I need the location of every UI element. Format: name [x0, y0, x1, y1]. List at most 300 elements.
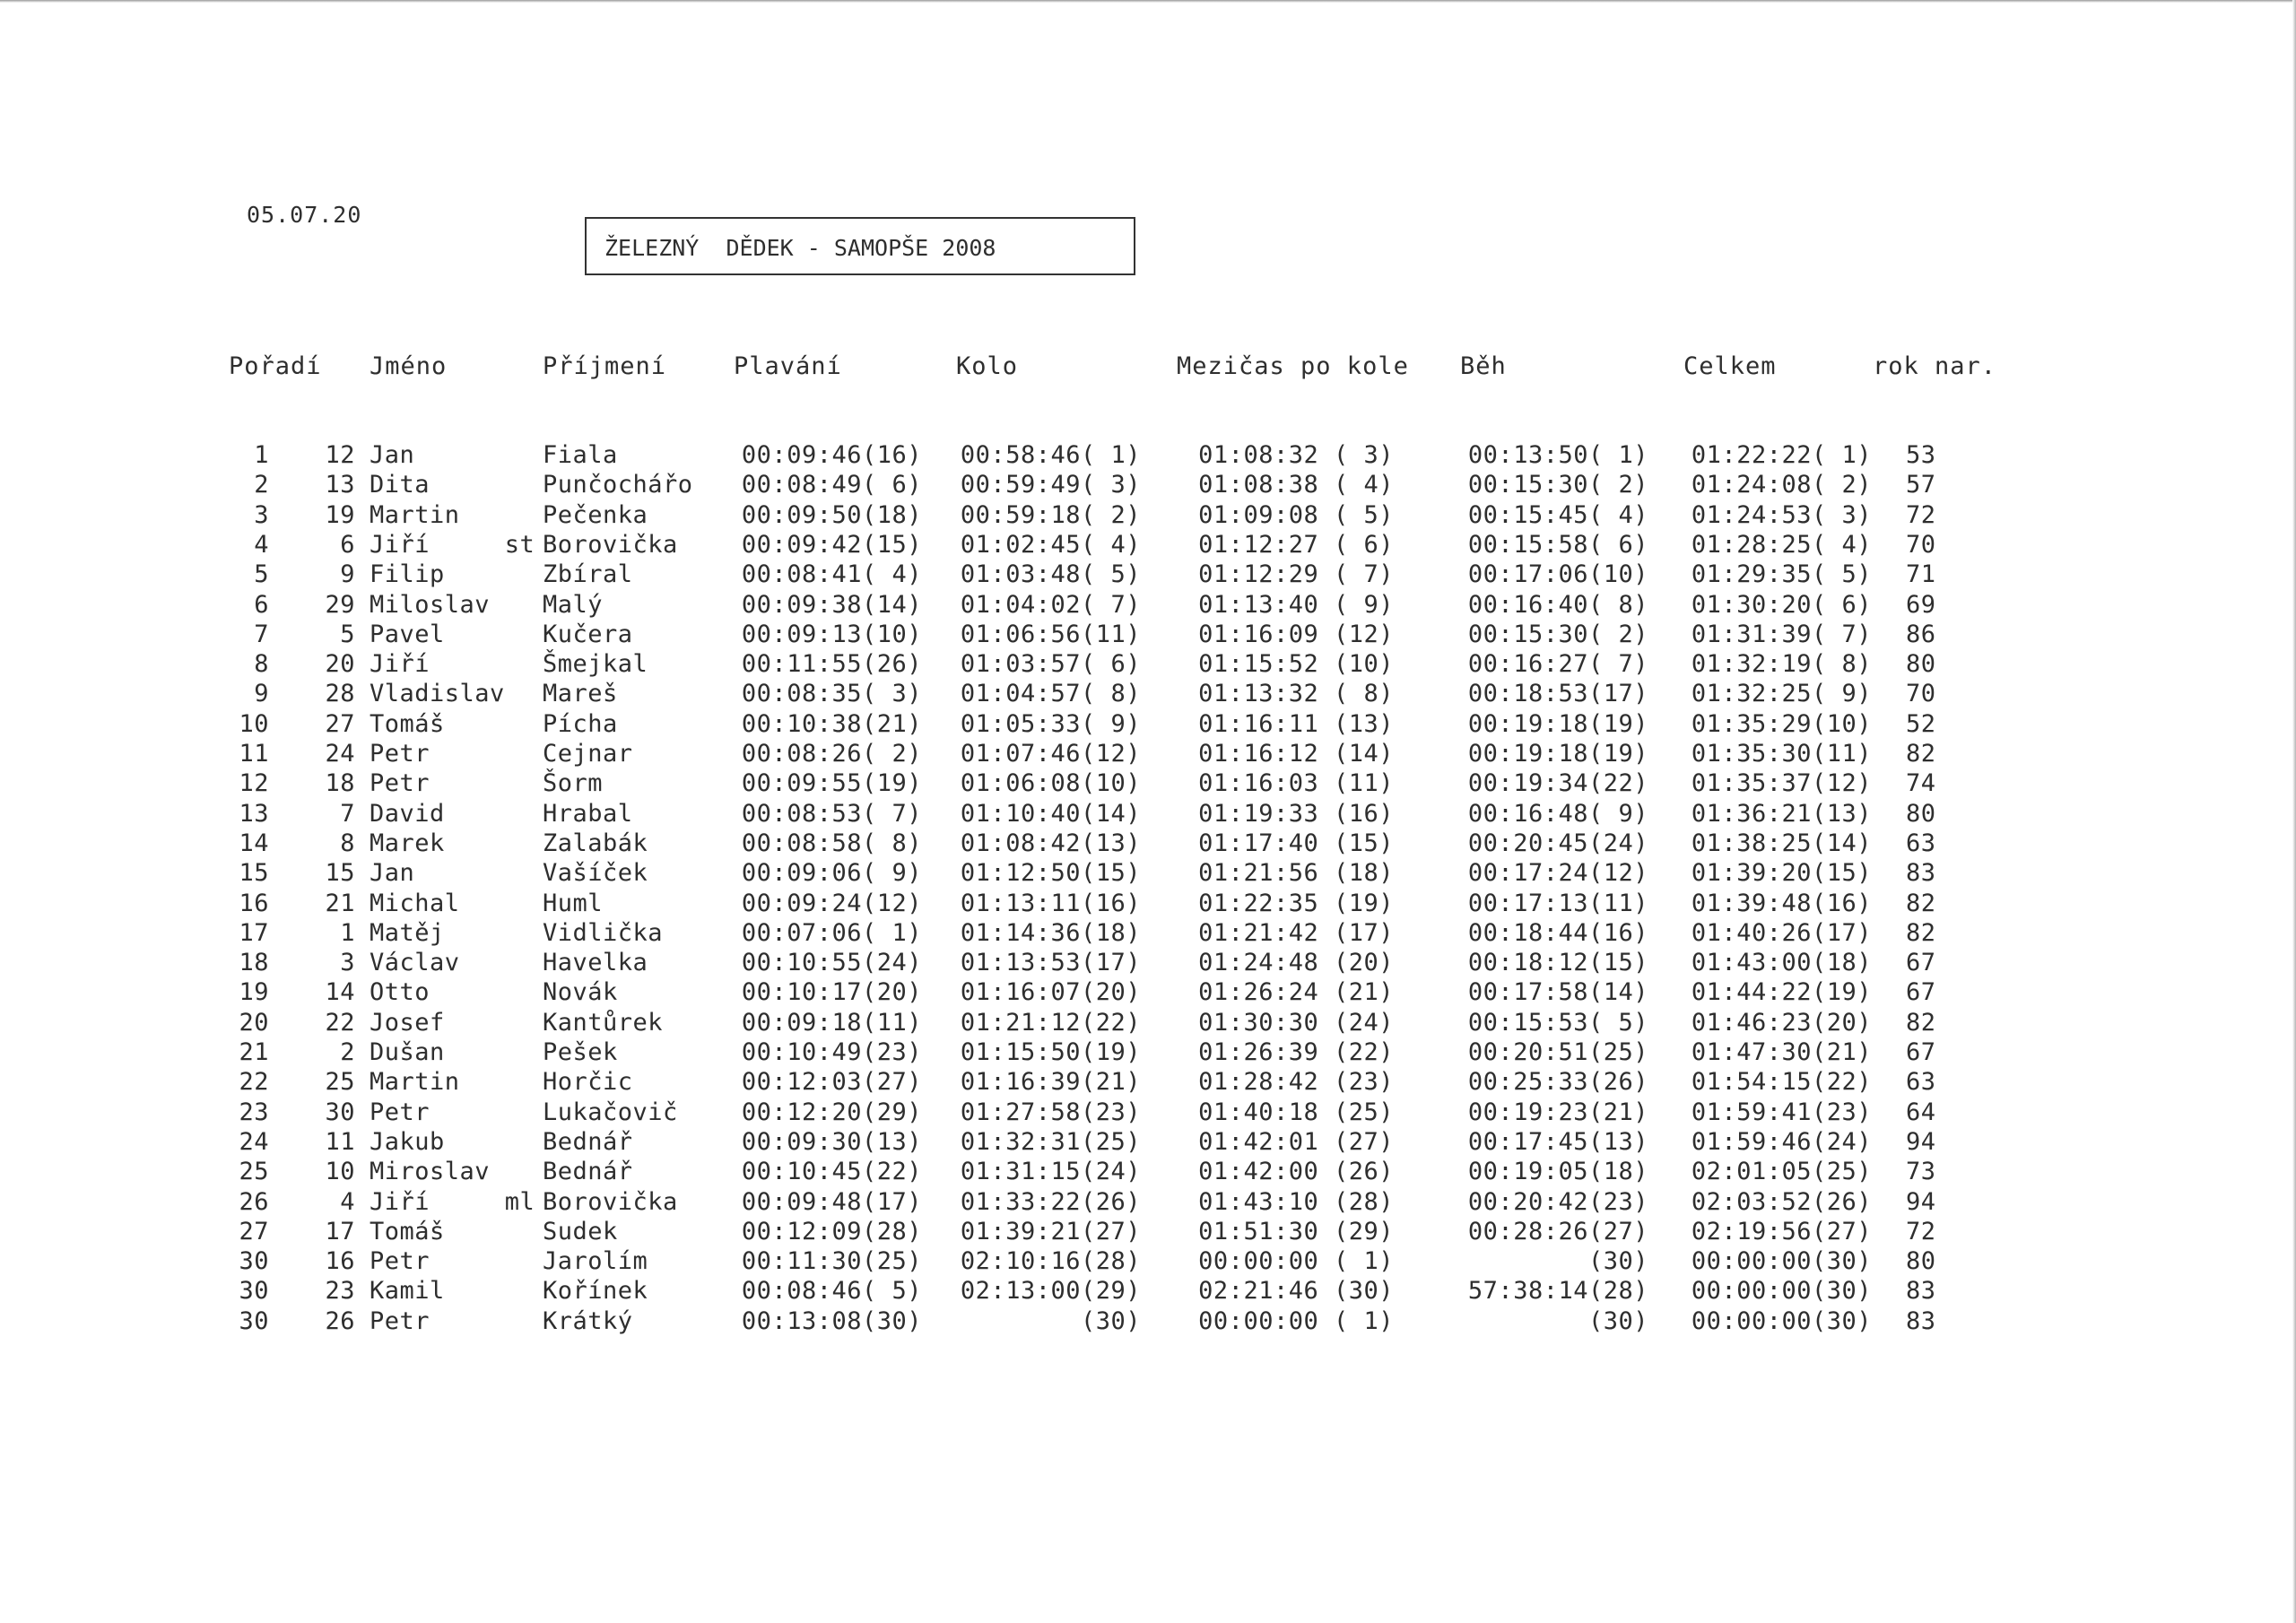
cell-mezicas: 01:13:32 ( 8) [1198, 680, 1394, 708]
cell-prijmeni: Fiala [543, 441, 618, 469]
cell-cislo: 6 [340, 530, 355, 559]
cell-celkem: 01:47:30(21) [1691, 1038, 1872, 1066]
cell-prijmeni: Vidlička [543, 918, 664, 947]
cell-beh: 00:17:06(10) [1467, 560, 1648, 589]
cell-kolo: 02:10:16(28) [960, 1247, 1141, 1276]
cell-mezicas: 01:16:11 (13) [1198, 709, 1394, 738]
cell-beh: 00:17:24(12) [1467, 859, 1648, 888]
cell-plavani: 00:11:55(26) [741, 650, 922, 679]
cell-kolo: 01:05:33( 9) [960, 709, 1141, 738]
cell-cislo: 7 [340, 799, 355, 828]
header-kolo: Kolo [956, 352, 1019, 380]
cell-rok: 57 [1906, 471, 1936, 499]
cell-poradi: 30 [239, 1247, 269, 1276]
cell-celkem: 01:36:21(13) [1691, 799, 1872, 828]
cell-beh: 00:20:45(24) [1467, 829, 1648, 857]
cell-kolo: 01:13:11(16) [960, 889, 1141, 917]
cell-mezicas: 01:22:35 (19) [1198, 889, 1394, 917]
cell-jmeno: Matěj [370, 918, 445, 947]
page-title: ŽELEZNÝ DĚDEK - SAMOPŠE 2008 [585, 217, 1135, 275]
cell-cislo: 4 [340, 1187, 355, 1216]
cell-jmeno: Kamil [370, 1277, 445, 1306]
cell-rok: 80 [1906, 1247, 1936, 1276]
cell-poradi: 10 [239, 709, 269, 738]
cell-kolo: 01:06:56(11) [960, 620, 1141, 648]
cell-beh: 00:18:53(17) [1467, 680, 1648, 708]
cell-prijmeni: Hrabal [543, 799, 633, 828]
cell-poradi: 3 [254, 500, 269, 529]
cell-plavani: 00:08:49( 6) [741, 471, 922, 499]
cell-kolo: 01:12:50(15) [960, 859, 1141, 888]
cell-cislo: 24 [325, 740, 355, 768]
cell-poradi: 30 [239, 1306, 269, 1335]
cell-poradi: 27 [239, 1217, 269, 1245]
cell-celkem: 01:44:22(19) [1691, 978, 1872, 1007]
cell-rok: 83 [1906, 1277, 1936, 1306]
cell-rok: 83 [1906, 1306, 1936, 1335]
cell-plavani: 00:08:41( 4) [741, 560, 922, 589]
cell-beh: 00:15:53( 5) [1467, 1008, 1648, 1037]
cell-mezicas: 01:21:56 (18) [1198, 859, 1394, 888]
cell-cislo: 16 [325, 1247, 355, 1276]
cell-cislo: 21 [325, 889, 355, 917]
cell-jmeno: Filip [370, 560, 445, 589]
cell-cislo: 12 [325, 441, 355, 469]
cell-cislo: 14 [325, 978, 355, 1007]
cell-kolo: 01:02:45( 4) [960, 530, 1141, 559]
cell-kolo: 01:33:22(26) [960, 1187, 1141, 1216]
cell-jmeno: Dita [370, 471, 430, 499]
cell-kolo: 01:31:15(24) [960, 1158, 1141, 1186]
cell-poradi: 30 [239, 1277, 269, 1306]
cell-mezicas: 01:12:27 ( 6) [1198, 530, 1394, 559]
cell-prijmeni: Sudek [543, 1217, 618, 1245]
cell-plavani: 00:10:38(21) [741, 709, 922, 738]
cell-mezicas: 01:12:29 ( 7) [1198, 560, 1394, 589]
cell-poradi: 9 [254, 680, 269, 708]
cell-plavani: 00:10:17(20) [741, 978, 922, 1007]
cell-beh: 00:18:12(15) [1467, 949, 1648, 977]
cell-plavani: 00:09:38(14) [741, 590, 922, 619]
cell-prijmeni: Kořínek [543, 1277, 648, 1306]
cell-rok: 64 [1906, 1098, 1936, 1126]
cell-jmeno: Tomáš [370, 1217, 445, 1245]
cell-rok: 70 [1906, 680, 1936, 708]
cell-celkem: 01:59:41(23) [1691, 1098, 1872, 1126]
cell-mezicas: 01:16:09 (12) [1198, 620, 1394, 648]
cell-jmeno: Petr [370, 1247, 430, 1276]
cell-kolo: 01:06:08(10) [960, 769, 1141, 798]
cell-jmeno: Marek [370, 829, 445, 857]
cell-plavani: 00:13:08(30) [741, 1306, 922, 1335]
cell-beh: (30) [1587, 1247, 1648, 1276]
cell-rok: 80 [1906, 799, 1936, 828]
cell-celkem: 02:01:05(25) [1691, 1158, 1872, 1186]
cell-rok: 67 [1906, 978, 1936, 1007]
cell-jmeno: Otto [370, 978, 430, 1007]
cell-cislo: 26 [325, 1306, 355, 1335]
cell-rok: 63 [1906, 829, 1936, 857]
cell-celkem: 00:00:00(30) [1691, 1277, 1872, 1306]
cell-plavani: 00:09:18(11) [741, 1008, 922, 1037]
cell-celkem: 01:39:20(15) [1691, 859, 1872, 888]
cell-mezicas: 00:00:00 ( 1) [1198, 1247, 1394, 1276]
cell-plavani: 00:11:30(25) [741, 1247, 922, 1276]
cell-poradi: 8 [254, 650, 269, 679]
header-poradi: Pořadí [229, 352, 322, 380]
cell-poradi: 23 [239, 1098, 269, 1126]
cell-mezicas: 01:24:48 (20) [1198, 949, 1394, 977]
cell-prijmeni: Zbíral [543, 560, 633, 589]
cell-mezicas: 01:08:32 ( 3) [1198, 441, 1394, 469]
cell-jmeno: Jiří [370, 650, 430, 679]
cell-prijmeni: Malý [543, 590, 604, 619]
cell-plavani: 00:10:49(23) [741, 1038, 922, 1066]
cell-prijmeni: Bednář [543, 1127, 633, 1156]
cell-poradi: 24 [239, 1127, 269, 1156]
cell-prijmeni: Borovička [543, 1187, 678, 1216]
cell-cislo: 5 [340, 620, 355, 648]
cell-kolo: 01:04:57( 8) [960, 680, 1141, 708]
cell-rok: 52 [1906, 709, 1936, 738]
cell-cislo: 1 [340, 918, 355, 947]
cell-celkem: 01:39:48(16) [1691, 889, 1872, 917]
cell-jmeno: Martin [370, 500, 460, 529]
cell-celkem: 01:24:53( 3) [1691, 500, 1872, 529]
cell-poradi: 18 [239, 949, 269, 977]
cell-cislo: 22 [325, 1008, 355, 1037]
cell-kolo: 01:39:21(27) [960, 1217, 1141, 1245]
cell-kolo: 01:04:02( 7) [960, 590, 1141, 619]
cell-cislo: 13 [325, 471, 355, 499]
cell-mezicas: 01:17:40 (15) [1198, 829, 1394, 857]
cell-plavani: 00:09:24(12) [741, 889, 922, 917]
cell-cislo: 10 [325, 1158, 355, 1186]
cell-rok: 94 [1906, 1187, 1936, 1216]
cell-poradi: 11 [239, 740, 269, 768]
cell-mezicas: 01:15:52 (10) [1198, 650, 1394, 679]
cell-beh: (30) [1587, 1306, 1648, 1335]
cell-celkem: 01:31:39( 7) [1691, 620, 1872, 648]
cell-poradi: 6 [254, 590, 269, 619]
scan-edge-right [2292, 0, 2296, 1623]
cell-jmeno: Dušan [370, 1038, 445, 1066]
header-celkem: Celkem [1683, 352, 1777, 380]
cell-plavani: 00:09:46(16) [741, 441, 922, 469]
cell-jmeno: Tomáš [370, 709, 445, 738]
cell-prijmeni: Pešek [543, 1038, 618, 1066]
cell-beh: 00:16:27( 7) [1467, 650, 1648, 679]
cell-beh: 00:15:30( 2) [1467, 471, 1648, 499]
cell-jmeno: Petr [370, 1098, 430, 1126]
cell-cislo: 28 [325, 680, 355, 708]
cell-celkem: 01:35:37(12) [1691, 769, 1872, 798]
cell-jmeno: Miroslav [370, 1158, 491, 1186]
cell-poradi: 22 [239, 1068, 269, 1097]
cell-beh: 00:19:34(22) [1467, 769, 1648, 798]
cell-prijmeni: Šorm [543, 769, 604, 798]
cell-jmeno: Petr [370, 740, 430, 768]
cell-rok: 70 [1906, 530, 1936, 559]
cell-mezicas: 01:43:10 (28) [1198, 1187, 1394, 1216]
cell-cislo: 17 [325, 1217, 355, 1245]
cell-mezicas: 01:42:00 (26) [1198, 1158, 1394, 1186]
cell-mezicas: 01:08:38 ( 4) [1198, 471, 1394, 499]
cell-cislo: 18 [325, 769, 355, 798]
cell-mezicas: 01:16:12 (14) [1198, 740, 1394, 768]
cell-mezicas: 01:19:33 (16) [1198, 799, 1394, 828]
cell-rok: 82 [1906, 740, 1936, 768]
cell-beh: 00:19:18(19) [1467, 740, 1648, 768]
cell-plavani: 00:09:06( 9) [741, 859, 922, 888]
cell-poradi: 17 [239, 918, 269, 947]
cell-beh: 57:38:14(28) [1467, 1277, 1648, 1306]
cell-prijmeni: Krátký [543, 1306, 633, 1335]
cell-celkem: 01:35:30(11) [1691, 740, 1872, 768]
cell-beh: 00:17:13(11) [1467, 889, 1648, 917]
cell-kolo: 01:27:58(23) [960, 1098, 1141, 1126]
cell-celkem: 01:24:08( 2) [1691, 471, 1872, 499]
cell-prijmeni: Huml [543, 889, 604, 917]
cell-prijmeni: Horčic [543, 1068, 633, 1097]
cell-celkem: 01:28:25( 4) [1691, 530, 1872, 559]
cell-kolo: 01:10:40(14) [960, 799, 1141, 828]
print-date: 05.07.20 [247, 202, 362, 228]
cell-poradi: 13 [239, 799, 269, 828]
cell-rok: 82 [1906, 918, 1936, 947]
cell-poradi: 15 [239, 859, 269, 888]
header-jmeno: Jméno [370, 352, 448, 380]
cell-poradi: 1 [254, 441, 269, 469]
cell-jmeno: Petr [370, 1306, 430, 1335]
cell-celkem: 01:35:29(10) [1691, 709, 1872, 738]
cell-beh: 00:19:23(21) [1467, 1098, 1648, 1126]
cell-plavani: 00:08:58( 8) [741, 829, 922, 857]
cell-jmeno: Jiří st [370, 530, 535, 559]
cell-prijmeni: Punčochářo [543, 471, 693, 499]
cell-celkem: 01:22:22( 1) [1691, 441, 1872, 469]
cell-prijmeni: Pícha [543, 709, 618, 738]
cell-kolo: 01:15:50(19) [960, 1038, 1141, 1066]
cell-beh: 00:16:40( 8) [1467, 590, 1648, 619]
cell-plavani: 00:12:20(29) [741, 1098, 922, 1126]
cell-celkem: 01:32:25( 9) [1691, 680, 1872, 708]
cell-beh: 00:16:48( 9) [1467, 799, 1648, 828]
cell-mezicas: 01:30:30 (24) [1198, 1008, 1394, 1037]
cell-poradi: 14 [239, 829, 269, 857]
cell-kolo: 01:21:12(22) [960, 1008, 1141, 1037]
cell-poradi: 19 [239, 978, 269, 1007]
cell-kolo: 01:07:46(12) [960, 740, 1141, 768]
cell-beh: 00:17:58(14) [1467, 978, 1648, 1007]
cell-jmeno: Jakub [370, 1127, 445, 1156]
cell-rok: 82 [1906, 1008, 1936, 1037]
cell-celkem: 02:19:56(27) [1691, 1217, 1872, 1245]
cell-prijmeni: Kučera [543, 620, 633, 648]
cell-kolo: 01:16:39(21) [960, 1068, 1141, 1097]
cell-jmeno: Vladislav [370, 680, 505, 708]
cell-poradi: 2 [254, 471, 269, 499]
cell-beh: 00:28:26(27) [1467, 1217, 1648, 1245]
cell-kolo: 01:13:53(17) [960, 949, 1141, 977]
cell-mezicas: 01:28:42 (23) [1198, 1068, 1394, 1097]
cell-prijmeni: Vašíček [543, 859, 648, 888]
cell-jmeno: Miloslav [370, 590, 491, 619]
cell-kolo: 01:03:57( 6) [960, 650, 1141, 679]
cell-prijmeni: Jarolím [543, 1247, 648, 1276]
cell-cislo: 29 [325, 590, 355, 619]
cell-plavani: 00:10:55(24) [741, 949, 922, 977]
cell-prijmeni: Novák [543, 978, 618, 1007]
cell-cislo: 15 [325, 859, 355, 888]
cell-plavani: 00:09:55(19) [741, 769, 922, 798]
cell-celkem: 01:59:46(24) [1691, 1127, 1872, 1156]
cell-plavani: 00:09:13(10) [741, 620, 922, 648]
cell-poradi: 21 [239, 1038, 269, 1066]
cell-rok: 63 [1906, 1068, 1936, 1097]
cell-poradi: 5 [254, 560, 269, 589]
cell-plavani: 00:12:09(28) [741, 1217, 922, 1245]
cell-jmeno: Martin [370, 1068, 460, 1097]
cell-prijmeni: Zalabák [543, 829, 648, 857]
cell-plavani: 00:09:48(17) [741, 1187, 922, 1216]
cell-mezicas: 02:21:46 (30) [1198, 1277, 1394, 1306]
cell-mezicas: 01:26:39 (22) [1198, 1038, 1394, 1066]
cell-beh: 00:15:58( 6) [1467, 530, 1648, 559]
cell-kolo: 00:59:49( 3) [960, 471, 1141, 499]
cell-beh: 00:20:51(25) [1467, 1038, 1648, 1066]
cell-rok: 53 [1906, 441, 1936, 469]
cell-kolo: 01:03:48( 5) [960, 560, 1141, 589]
cell-cislo: 25 [325, 1068, 355, 1097]
cell-rok: 73 [1906, 1158, 1936, 1186]
cell-prijmeni: Pečenka [543, 500, 648, 529]
cell-cislo: 9 [340, 560, 355, 589]
cell-celkem: 00:00:00(30) [1691, 1247, 1872, 1276]
cell-mezicas: 01:40:18 (25) [1198, 1098, 1394, 1126]
cell-poradi: 20 [239, 1008, 269, 1037]
cell-beh: 00:25:33(26) [1467, 1068, 1648, 1097]
cell-celkem: 01:30:20( 6) [1691, 590, 1872, 619]
cell-poradi: 25 [239, 1158, 269, 1186]
cell-prijmeni: Bednář [543, 1158, 633, 1186]
cell-kolo: 01:16:07(20) [960, 978, 1141, 1007]
cell-jmeno: Jiří ml [370, 1187, 535, 1216]
cell-jmeno: Jan [370, 859, 415, 888]
cell-cislo: 30 [325, 1098, 355, 1126]
cell-jmeno: Jan [370, 441, 415, 469]
cell-rok: 67 [1906, 1038, 1936, 1066]
cell-plavani: 00:08:35( 3) [741, 680, 922, 708]
cell-celkem: 01:38:25(14) [1691, 829, 1872, 857]
cell-beh: 00:20:42(23) [1467, 1187, 1648, 1216]
cell-kolo: 01:14:36(18) [960, 918, 1141, 947]
cell-celkem: 01:40:26(17) [1691, 918, 1872, 947]
cell-cislo: 20 [325, 650, 355, 679]
cell-poradi: 12 [239, 769, 269, 798]
cell-cislo: 19 [325, 500, 355, 529]
cell-cislo: 27 [325, 709, 355, 738]
cell-celkem: 02:03:52(26) [1691, 1187, 1872, 1216]
cell-mezicas: 00:00:00 ( 1) [1198, 1306, 1394, 1335]
cell-jmeno: Michal [370, 889, 460, 917]
cell-rok: 74 [1906, 769, 1936, 798]
cell-beh: 00:15:45( 4) [1467, 500, 1648, 529]
cell-celkem: 01:46:23(20) [1691, 1008, 1872, 1037]
cell-rok: 72 [1906, 500, 1936, 529]
cell-plavani: 00:09:50(18) [741, 500, 922, 529]
cell-beh: 00:15:30( 2) [1467, 620, 1648, 648]
cell-beh: 00:13:50( 1) [1467, 441, 1648, 469]
cell-plavani: 00:12:03(27) [741, 1068, 922, 1097]
cell-jmeno: Petr [370, 769, 430, 798]
cell-plavani: 00:09:42(15) [741, 530, 922, 559]
header-plavani: Plavání [734, 352, 842, 380]
cell-mezicas: 01:42:01 (27) [1198, 1127, 1394, 1156]
cell-kolo: 01:08:42(13) [960, 829, 1141, 857]
cell-poradi: 26 [239, 1187, 269, 1216]
cell-rok: 71 [1906, 560, 1936, 589]
cell-jmeno: Václav [370, 949, 460, 977]
cell-mezicas: 01:09:08 ( 5) [1198, 500, 1394, 529]
header-prijmeni: Příjmení [543, 352, 667, 380]
cell-prijmeni: Kantůrek [543, 1008, 664, 1037]
cell-prijmeni: Borovička [543, 530, 678, 559]
cell-poradi: 16 [239, 889, 269, 917]
cell-cislo: 2 [340, 1038, 355, 1066]
cell-beh: 00:18:44(16) [1467, 918, 1648, 947]
cell-rok: 67 [1906, 949, 1936, 977]
cell-mezicas: 01:13:40 ( 9) [1198, 590, 1394, 619]
cell-poradi: 7 [254, 620, 269, 648]
cell-mezicas: 01:26:24 (21) [1198, 978, 1394, 1007]
cell-prijmeni: Cejnar [543, 740, 633, 768]
cell-rok: 80 [1906, 650, 1936, 679]
cell-cislo: 3 [340, 949, 355, 977]
cell-plavani: 00:10:45(22) [741, 1158, 922, 1186]
cell-celkem: 00:00:00(30) [1691, 1306, 1872, 1335]
cell-rok: 69 [1906, 590, 1936, 619]
cell-celkem: 01:43:00(18) [1691, 949, 1872, 977]
cell-beh: 00:19:18(19) [1467, 709, 1648, 738]
cell-cislo: 11 [325, 1127, 355, 1156]
cell-rok: 94 [1906, 1127, 1936, 1156]
cell-prijmeni: Lukačovič [543, 1098, 678, 1126]
cell-jmeno: David [370, 799, 445, 828]
cell-kolo: 02:13:00(29) [960, 1277, 1141, 1306]
cell-kolo: 00:59:18( 2) [960, 500, 1141, 529]
cell-kolo: 01:32:31(25) [960, 1127, 1141, 1156]
cell-prijmeni: Havelka [543, 949, 648, 977]
cell-rok: 82 [1906, 889, 1936, 917]
cell-prijmeni: Mareš [543, 680, 618, 708]
cell-rok: 72 [1906, 1217, 1936, 1245]
cell-celkem: 01:32:19( 8) [1691, 650, 1872, 679]
cell-beh: 00:19:05(18) [1467, 1158, 1648, 1186]
header-rok: rok nar. [1873, 352, 1997, 380]
cell-celkem: 01:29:35( 5) [1691, 560, 1872, 589]
scan-edge-top [0, 0, 2296, 3]
cell-poradi: 4 [254, 530, 269, 559]
cell-mezicas: 01:21:42 (17) [1198, 918, 1394, 947]
cell-kolo: (30) [1080, 1306, 1141, 1335]
cell-plavani: 00:09:30(13) [741, 1127, 922, 1156]
header-beh: Běh [1460, 352, 1507, 380]
cell-rok: 86 [1906, 620, 1936, 648]
cell-mezicas: 01:16:03 (11) [1198, 769, 1394, 798]
cell-plavani: 00:08:53( 7) [741, 799, 922, 828]
header-mezicas: Mezičas po kole [1177, 352, 1409, 380]
